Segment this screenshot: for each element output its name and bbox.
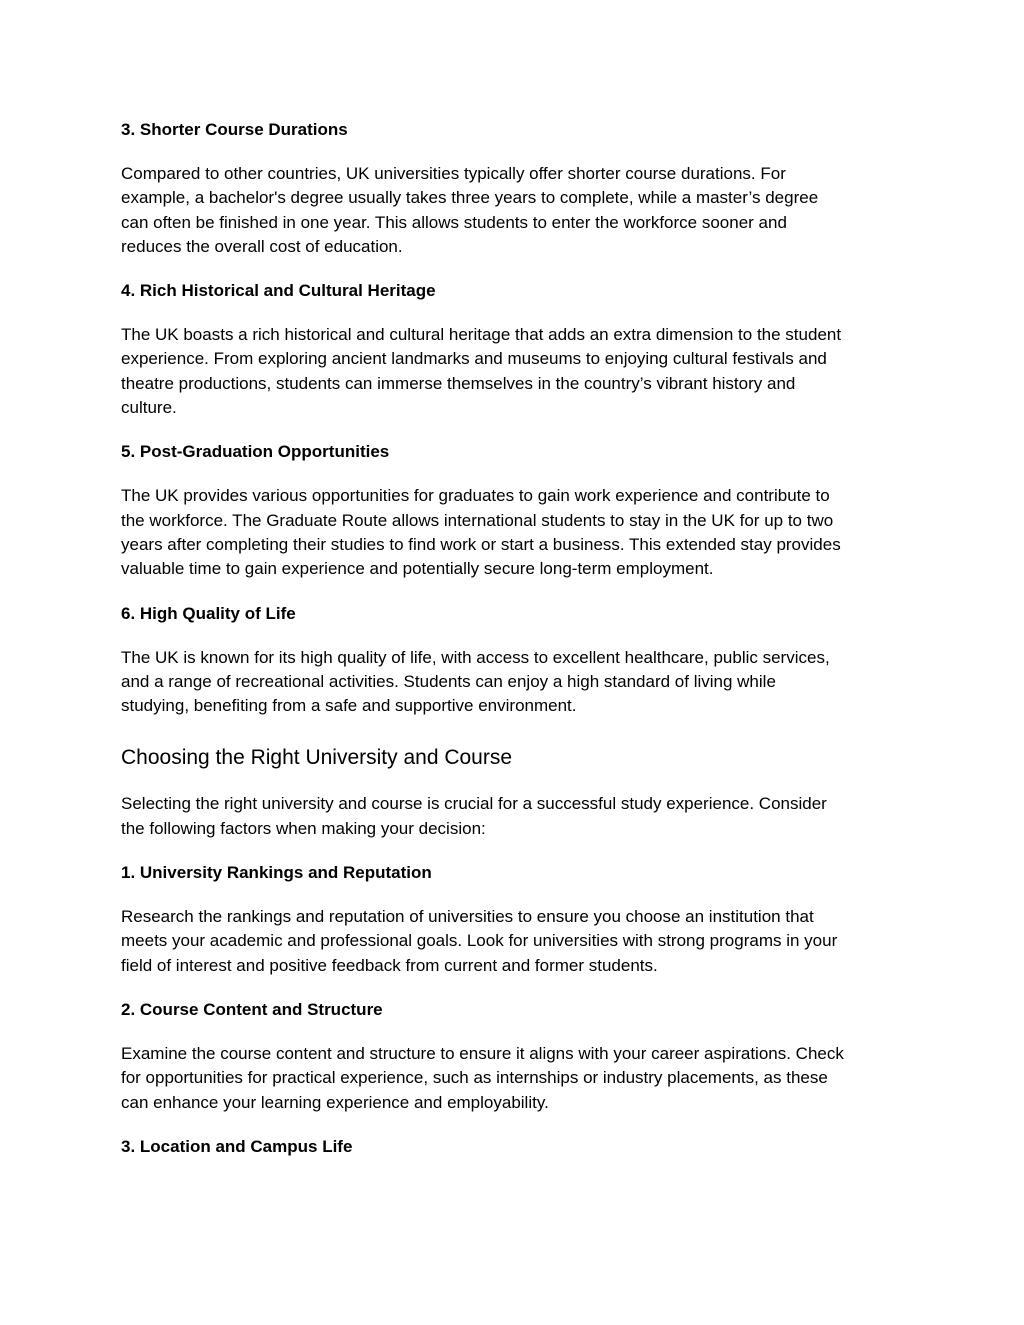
document-page xyxy=(121,118,911,1179)
factor-location-campus-life xyxy=(121,1135,911,1159)
choosing-title: Choosing the Right University and Course xyxy=(121,746,513,770)
factor-paragraph: Examine the course content and structure to ensure it aligns with your career aspirations. Check for opportunities for practical experience, such as internships or industry placements, as these can enhance your learning experience and employability. xyxy=(121,1043,844,1112)
section-paragraph: Compared to other countries, UK universities typically offer shorter course durations. For example, a bachelor's degree usually takes three years to complete, while a master’s degree can often be finished in one year. This allows students to enter the workforce sooner and reduces the overall cost of education. xyxy=(121,164,819,256)
section-heading: 6. High Quality of Life xyxy=(121,603,296,623)
section-paragraph: The UK boasts a rich historical and cultural heritage that adds an extra dimension to the student experience. From exploring ancient landmarks and museums to enjoying cultural festivals and theatre productions, students can immerse themselves in the country’s vibrant history and culture. xyxy=(121,325,842,418)
section-heading: 4. Rich Historical and Cultural Heritage xyxy=(121,281,436,301)
factor-heading: 3. Location and Campus Life xyxy=(121,1136,353,1156)
section-paragraph: The UK provides various opportunities for graduates to gain work experience and contribute to the workforce. The Graduate Route allows international students to stay in the UK for up to two years after completing their studies to find work or start a business. This extended stay provides valuable time to gain experience and potentially secure long-term employment. xyxy=(121,486,841,579)
factor-rankings-reputation xyxy=(121,861,911,978)
choosing-intro: Selecting the right university and course is crucial for a successful study experience. Consider the following factors when making your decision: xyxy=(121,794,827,838)
section-high-quality-of-life xyxy=(121,602,911,719)
factor-course-content-structure xyxy=(121,998,911,1115)
section-paragraph: The UK is known for its high quality of life, with access to excellent healthcare, public services, and a range of recreational activities. Students can enjoy a high standard of living while studying, benefiting from a safe and supportive environment. xyxy=(121,647,830,716)
factor-heading: 1. University Rankings and Reputation xyxy=(121,863,432,883)
section-heading: 3. Shorter Course Durations xyxy=(121,120,348,139)
factor-heading: 2. Course Content and Structure xyxy=(121,999,383,1019)
factor-paragraph: Research the rankings and reputation of universities to ensure you choose an institution that meets your academic and professional goals. Look for universities with strong programs in your field of interest and positive feedback from current and former students. xyxy=(121,907,838,975)
section-heading: 5. Post-Graduation Opportunities xyxy=(121,442,390,462)
section-historical-cultural-heritage xyxy=(121,279,911,420)
section-shorter-course-durations xyxy=(121,118,911,259)
section-post-graduation-opportunities xyxy=(121,440,911,581)
